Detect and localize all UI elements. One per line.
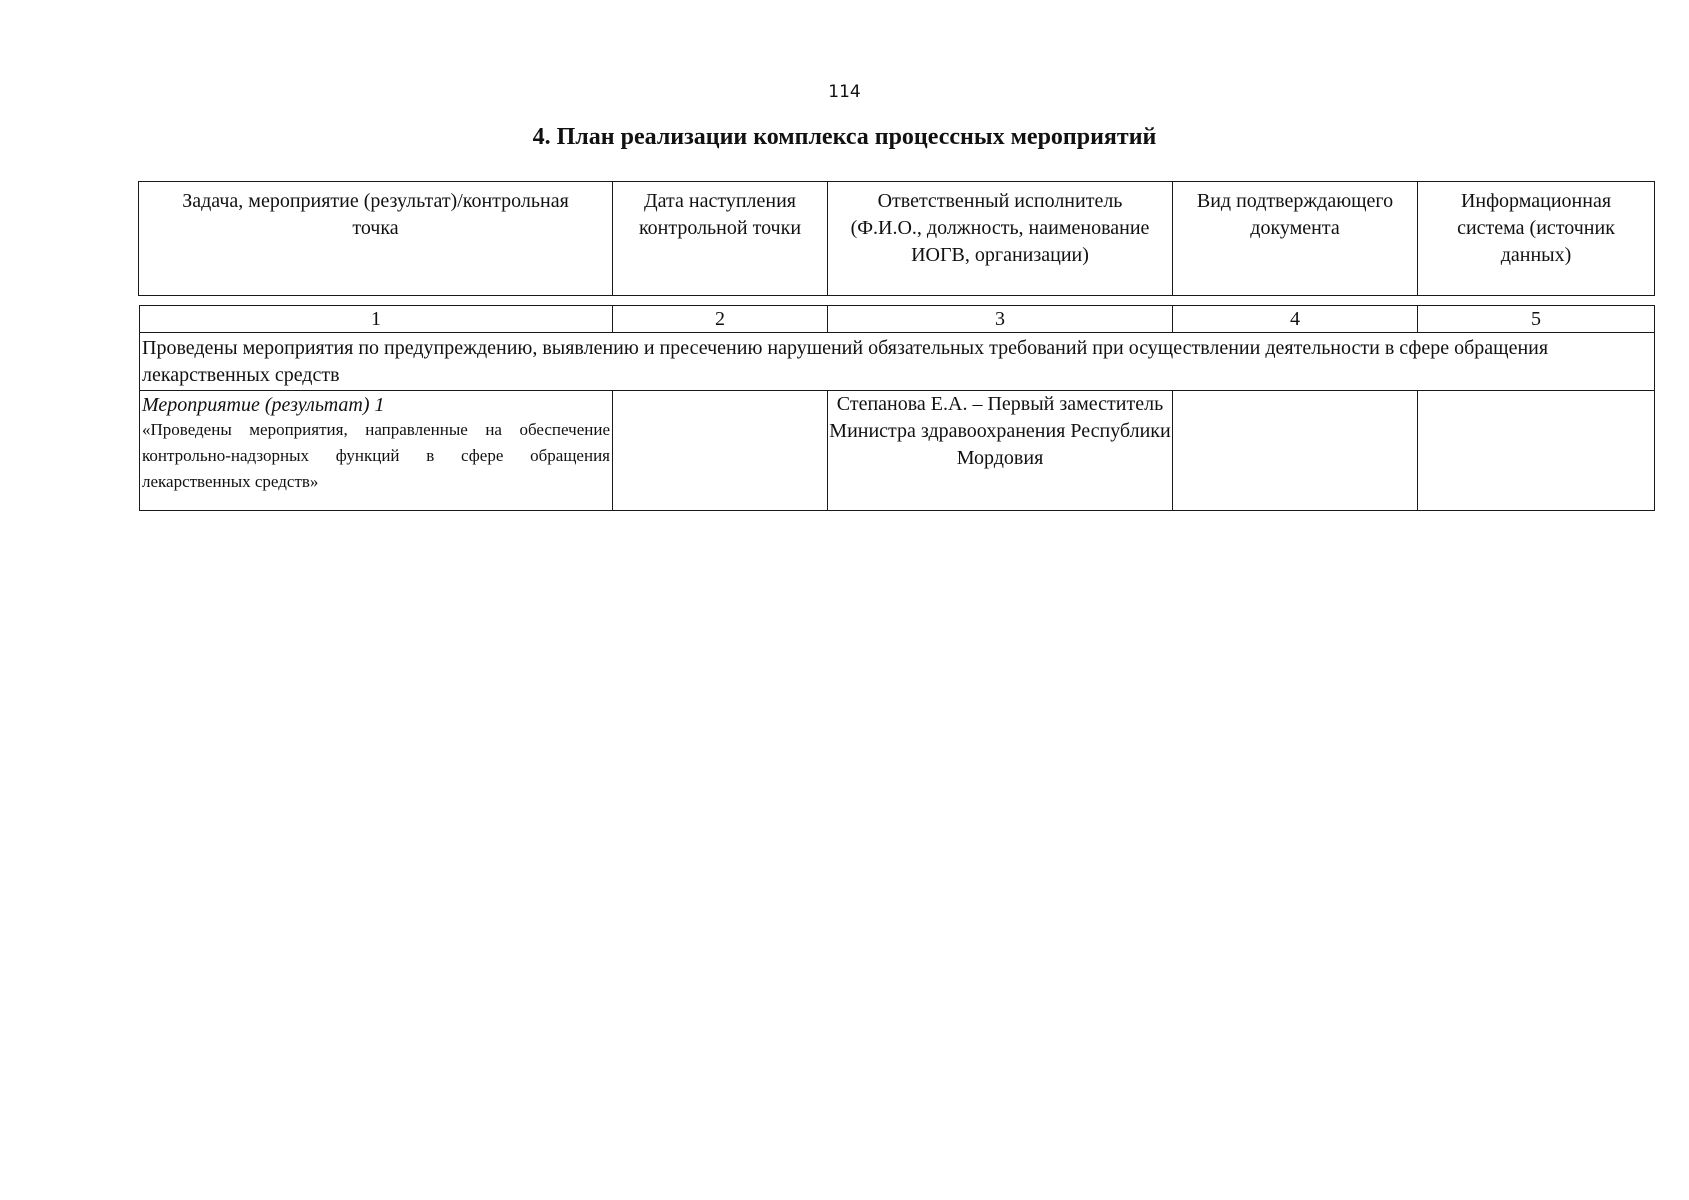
plan-table-header <box>138 181 1655 296</box>
column-number: 1 <box>140 306 613 333</box>
header-info-system: Информационная система (источник данных) <box>1418 182 1655 296</box>
column-number: 5 <box>1418 306 1655 333</box>
page-title: 4. План реализации комплекса процессных мероприятий <box>532 124 1157 150</box>
column-number: 2 <box>613 306 828 333</box>
plan-table-body <box>139 305 1655 511</box>
activity-info-system <box>1418 391 1655 511</box>
activity-cell <box>140 391 613 511</box>
activity-date <box>613 391 828 511</box>
task-text: Проведены мероприятия по предупреждению, выявлению и пресечению нарушений обязательных требований при осуществлении деятельности в сфере обращения лекарственных средств <box>140 333 1655 391</box>
column-number-row <box>140 306 1655 333</box>
column-number: 4 <box>1173 306 1418 333</box>
activity-document-type <box>1173 391 1418 511</box>
activity-executor: Степанова Е.А. – Первый заместитель Министра здравоохранения Республики Мордовия <box>828 391 1173 511</box>
page-number: 114 <box>828 82 861 102</box>
header-date: Дата наступления контрольной точки <box>613 182 828 296</box>
table-header-row <box>139 182 1655 296</box>
activity-description: «Проведены мероприятия, направленные на обеспечение контрольно-надзорных функций в сфере обращения лекарственных средств» <box>142 420 610 491</box>
column-number: 3 <box>828 306 1173 333</box>
activity-label: Мероприятие (результат) 1 <box>142 394 385 416</box>
header-executor: Ответственный исполнитель (Ф.И.О., должность, наименование ИОГВ, организации) <box>828 182 1173 296</box>
header-task: Задача, мероприятие (результат)/контрольная точка <box>139 182 613 296</box>
header-document-type: Вид подтверждающего документа <box>1173 182 1418 296</box>
task-row <box>140 333 1655 391</box>
activity-row <box>140 391 1655 511</box>
